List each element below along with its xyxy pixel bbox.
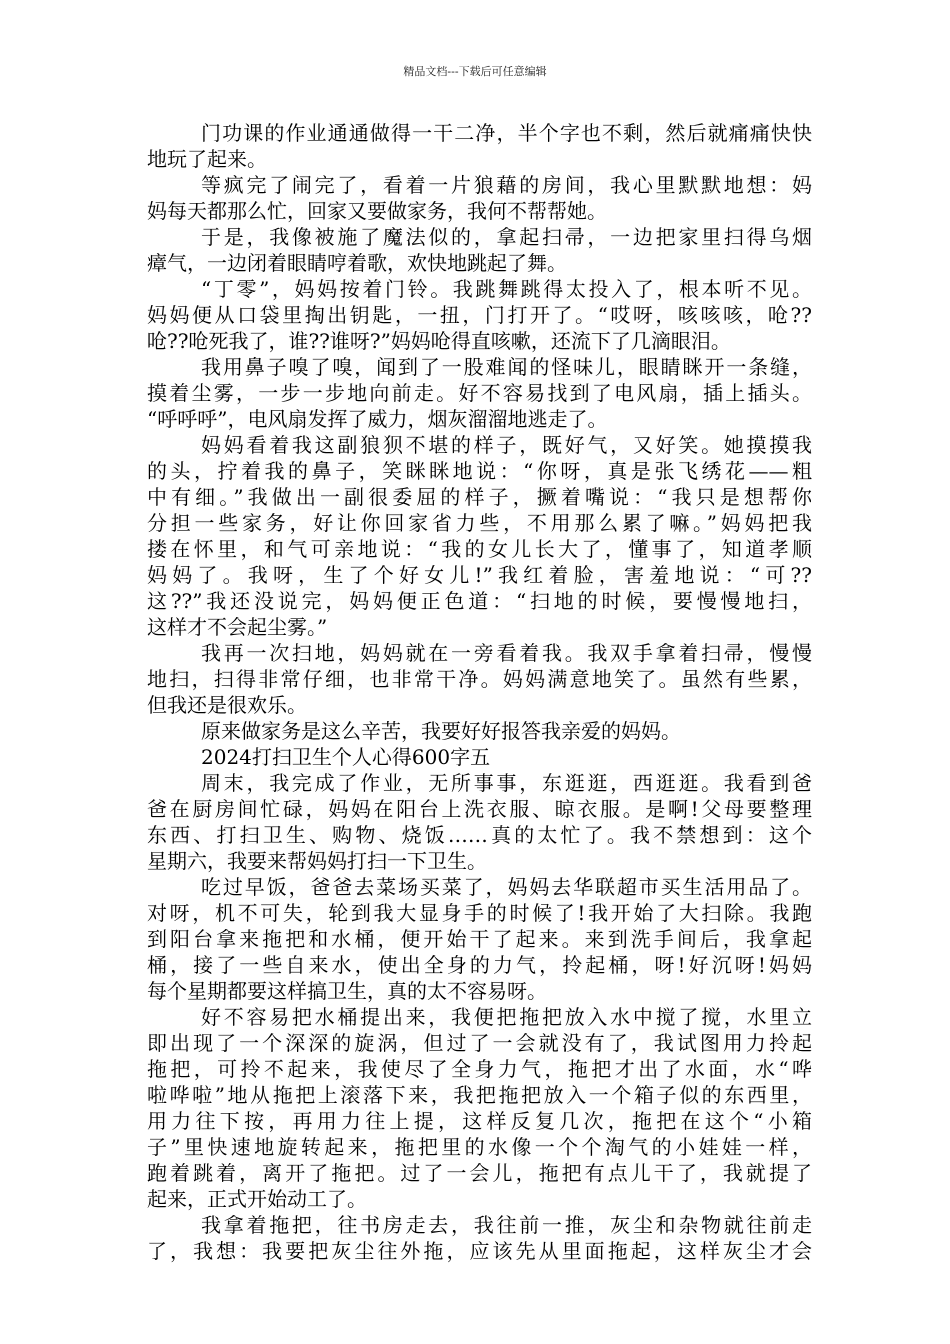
text-line: 吃过早饭，爸爸去菜场买菜了，妈妈去华联超市买生活用品了。 [201,875,812,899]
text-line: 爸在厨房间忙碌，妈妈在阳台上洗衣服、晾衣服。是啊!父母要整理 [147,797,812,821]
text-line: 周末，我完成了作业，无所事事，东逛逛，西逛逛。我看到爸 [201,771,812,795]
text-line: 妈妈便从口袋里掏出钥匙，一扭，门打开了。“哎呀，咳咳咳，呛?? [147,303,812,327]
paragraph [147,276,812,354]
paragraph [147,770,812,874]
text-line: 瘴气，一边闭着眼睛哼着歌，欢快地跳起了舞。 [147,251,567,275]
text-line: 到阳台拿来拖把和水桶，便开始干了起来。来到洗手间后，我拿起 [147,927,812,951]
text-line: 拖把，可拎不起来，我使尽了全身力气，拖把才出了水面，水“哗 [147,1057,812,1081]
text-line: 星期六，我要来帮妈妈打扫一下卫生。 [147,849,487,873]
paragraph [147,718,812,744]
text-line: 我用鼻子嗅了嗅，闻到了一股难闻的怪味儿，眼睛眯开一条缝， [201,355,812,379]
text-line: 东西、打扫卫生、购物、烧饭……真的太忙了。我不禁想到：这个 [147,823,812,847]
text-line: 我再一次扫地，妈妈就在一旁看着我。我双手拿着扫帚，慢慢 [201,641,812,665]
document-body [147,120,812,1264]
text-line: 等疯完了闹完了，看着一片狼藉的房间，我心里默默地想：妈 [201,173,812,197]
paragraph [147,1212,812,1264]
text-line: 地扫，扫得非常仔细，也非常干净。妈妈满意地笑了。虽然有些累， [147,667,812,691]
text-line: 这样才不会起尘雾。” [147,615,328,639]
paragraph [147,640,812,718]
text-line: 摸着尘雾，一步一步地向前走。好不容易找到了电风扇，插上插头。 [147,381,812,405]
paragraph [147,224,812,276]
paragraph [147,874,812,1004]
text-line: 每个星期都要这样搞卫生，真的太不容易呀。 [147,979,547,1003]
text-line: 原来做家务是这么辛苦，我要好好报答我亲爱的妈妈。 [201,719,681,743]
text-line: 2024打扫卫生个人心得600字五 [201,745,491,769]
text-line: 起来，正式开始动工了。 [147,1187,367,1211]
paragraph [147,120,812,172]
text-line: 妈妈看着我这副狼狈不堪的样子，既好气，又好笑。她摸摸我 [201,433,812,457]
text-line: 了，我想：我要把灰尘往外拖，应该先从里面拖起，这样灰尘才会 [147,1239,812,1263]
text-line: 呛??呛死我了，谁??谁呀?”妈妈呛得直咳嗽，还流下了几滴眼泪。 [147,329,731,353]
text-line: 搂在怀里，和气可亲地说：“我的女儿长大了，懂事了，知道孝顺 [147,537,812,561]
text-line: “丁零”，妈妈按着门铃。我跳舞跳得太投入了，根本听不见。 [201,277,812,301]
paragraph [147,1004,812,1212]
text-line: 子”里快速地旋转起来，拖把里的水像一个个淘气的小娃娃一样， [147,1135,812,1159]
text-line: 妈妈了。我呀，生了个好女儿!”我红着脸，害羞地说：“可?? [147,563,812,587]
text-line: 用力往下按，再用力往上提，这样反复几次，拖把在这个“小箱 [147,1109,812,1133]
text-line: 的头，拧着我的鼻子，笑眯眯地说：“你呀，真是张飞绣花——粗 [147,459,812,483]
text-line: 桶，接了一些自来水，使出全身的力气，拎起桶，呀!好沉呀!妈妈 [147,953,812,977]
text-line: 好不容易把水桶提出来，我便把拖把放入水中搅了搅，水里立 [201,1005,812,1029]
text-line: 但我还是很欢乐。 [147,693,307,717]
text-line: 中有细。”我做出一副很委屈的样子，撅着嘴说：“我只是想帮你 [147,485,812,509]
page-header: 精品文档---下载后可任意编辑 [403,65,547,78]
text-line: 啦哗啦”地从拖把上滚落下来，我把拖把放入一个箱子似的东西里， [147,1083,812,1107]
text-line: 即出现了一个深深的旋涡，但过了一会就没有了，我试图用力拎起 [147,1031,812,1055]
text-line: 分担一些家务，好让你回家省力些，不用那么累了嘛。”妈妈把我 [147,511,812,535]
text-line: 对呀，机不可失，轮到我大显身手的时候了!我开始了大扫除。我跑 [147,901,812,925]
text-line: “呼呼呼”，电风扇发挥了威力，烟灰溜溜地逃走了。 [147,407,608,431]
text-line: 于是，我像被施了魔法似的，拿起扫帚，一边把家里扫得乌烟 [201,225,812,249]
text-line: 妈每天都那么忙，回家又要做家务，我何不帮帮她。 [147,199,607,223]
paragraph [147,172,812,224]
text-line: 门功课的作业通通做得一干二净，半个字也不剩，然后就痛痛快快 [201,121,812,145]
paragraph [147,432,812,640]
text-line: 跑着跳着，离开了拖把。过了一会儿，拖把有点儿干了，我就提了 [147,1161,812,1185]
text-line: 地玩了起来。 [147,147,267,171]
section-heading [147,744,812,770]
paragraph [147,354,812,432]
text-line: 这??”我还没说完，妈妈便正色道：“扫地的时候，要慢慢地扫， [147,589,812,613]
text-line: 我拿着拖把，往书房走去，我往前一推，灰尘和杂物就往前走 [201,1213,812,1237]
